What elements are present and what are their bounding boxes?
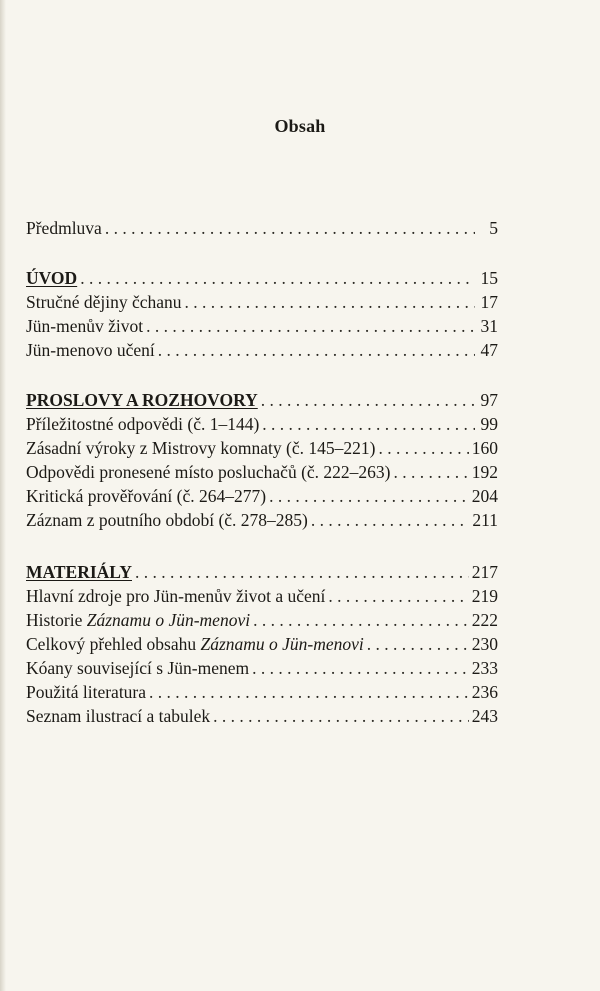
leader-dots bbox=[253, 608, 469, 632]
toc-page-number: 160 bbox=[471, 438, 498, 458]
leader-dots bbox=[311, 508, 470, 532]
toc-page-number: 192 bbox=[471, 462, 498, 482]
toc-section-label: ÚVOD bbox=[26, 268, 78, 288]
leader-dots bbox=[149, 680, 469, 704]
toc-entry-uceni[interactable] bbox=[26, 338, 498, 362]
leader-dots bbox=[269, 484, 469, 508]
toc-entry-label bbox=[26, 632, 364, 656]
toc-entry-zaznam-poutni[interactable] bbox=[26, 508, 498, 532]
toc-entry-kriticka[interactable] bbox=[26, 484, 498, 508]
toc-entry-prilezitostne[interactable] bbox=[26, 412, 498, 436]
leader-dots bbox=[158, 338, 475, 362]
toc-page-number: 99 bbox=[480, 414, 498, 434]
toc-entry-celkovy-prehled[interactable] bbox=[26, 632, 498, 656]
toc-section-materialy[interactable] bbox=[26, 560, 498, 584]
toc-entry-label: Odpovědi pronesené místo posluchačů (č. 222–263) bbox=[26, 462, 391, 482]
toc-page-number: 204 bbox=[471, 486, 498, 506]
label-italic-title: Záznamu o Jün-menovi bbox=[200, 634, 364, 654]
leader-dots bbox=[262, 412, 475, 436]
label-italic-title: Záznamu o Jün-menovi bbox=[86, 610, 251, 630]
toc-entry-label: Jün-menův život bbox=[26, 316, 144, 336]
label-text: Celkový přehled obsahu bbox=[26, 634, 201, 654]
toc-entry-seznam-ilustraci[interactable] bbox=[26, 704, 498, 728]
toc-entry-literatura[interactable] bbox=[26, 680, 498, 704]
toc-page-number: 219 bbox=[471, 586, 498, 606]
leader-dots bbox=[261, 388, 475, 412]
toc-section-proslovy[interactable] bbox=[26, 388, 498, 412]
leader-dots bbox=[328, 584, 468, 608]
toc-page-number: 233 bbox=[471, 658, 498, 678]
toc-page-number: 47 bbox=[480, 340, 498, 360]
leader-dots bbox=[252, 656, 469, 680]
toc-page-number: 222 bbox=[471, 610, 498, 630]
toc-entry-label: Příležitostné odpovědi (č. 1–144) bbox=[26, 414, 260, 434]
toc-entry-label: Jün-menovo učení bbox=[26, 340, 155, 360]
toc-entry-label: Kritická prověřování (č. 264–277) bbox=[26, 486, 267, 506]
toc-entry-label: Zásadní výroky z Mistrovy komnaty (č. 145–221) bbox=[26, 438, 376, 458]
toc-entry-predmluva[interactable] bbox=[26, 216, 498, 240]
toc-page-number: 217 bbox=[471, 562, 498, 582]
toc-entry-label: Použitá literatura bbox=[26, 682, 147, 702]
toc-entry-zasadni-vyroky[interactable] bbox=[26, 436, 498, 460]
leader-dots bbox=[185, 290, 475, 314]
toc-section-label: PROSLOVY A ROZHOVORY bbox=[26, 390, 258, 410]
leader-dots bbox=[135, 560, 469, 584]
toc-entry-hlavni-zdroje[interactable] bbox=[26, 584, 498, 608]
toc-entry-zivot[interactable] bbox=[26, 314, 498, 338]
toc-entry-label: Záznam z poutního období (č. 278–285) bbox=[26, 510, 308, 530]
toc-page-number: 230 bbox=[471, 634, 498, 654]
label-text: Historie bbox=[26, 610, 87, 630]
leader-dots bbox=[367, 632, 469, 656]
leader-dots bbox=[394, 460, 469, 484]
toc-page-number: 5 bbox=[489, 218, 498, 238]
leader-dots bbox=[213, 704, 469, 728]
toc-page-number: 17 bbox=[480, 292, 498, 312]
toc-entry-label: Předmluva bbox=[26, 218, 102, 238]
toc-entry-label: Seznam ilustrací a tabulek bbox=[26, 706, 211, 726]
page-edge-shadow bbox=[0, 0, 6, 991]
toc-entry-odpovedi[interactable] bbox=[26, 460, 498, 484]
toc-page-number: 243 bbox=[471, 706, 498, 726]
toc-entry-label: Stručné dějiny čchanu bbox=[26, 292, 182, 312]
toc-page-number: 236 bbox=[471, 682, 498, 702]
toc-entry-label bbox=[26, 608, 250, 632]
leader-dots bbox=[80, 266, 475, 290]
toc-page-number: 31 bbox=[480, 316, 498, 336]
leader-dots bbox=[146, 314, 475, 338]
toc-page-number: 97 bbox=[480, 390, 498, 410]
toc-page-number: 211 bbox=[472, 510, 498, 530]
leader-dots bbox=[105, 216, 475, 240]
toc-entry-label: Kóany související s Jün-menem bbox=[26, 658, 250, 678]
leader-dots bbox=[378, 436, 468, 460]
toc-entry-label: Hlavní zdroje pro Jün-menův život a učení bbox=[26, 586, 326, 606]
toc-section-uvod[interactable] bbox=[26, 266, 498, 290]
page-title: Obsah bbox=[274, 116, 326, 136]
toc-entry-historie[interactable] bbox=[26, 608, 498, 632]
toc-section-label: MATERIÁLY bbox=[26, 562, 132, 582]
toc-entry-strucne-dejiny[interactable] bbox=[26, 290, 498, 314]
toc-entry-koany[interactable] bbox=[26, 656, 498, 680]
toc-page-number: 15 bbox=[480, 268, 498, 288]
